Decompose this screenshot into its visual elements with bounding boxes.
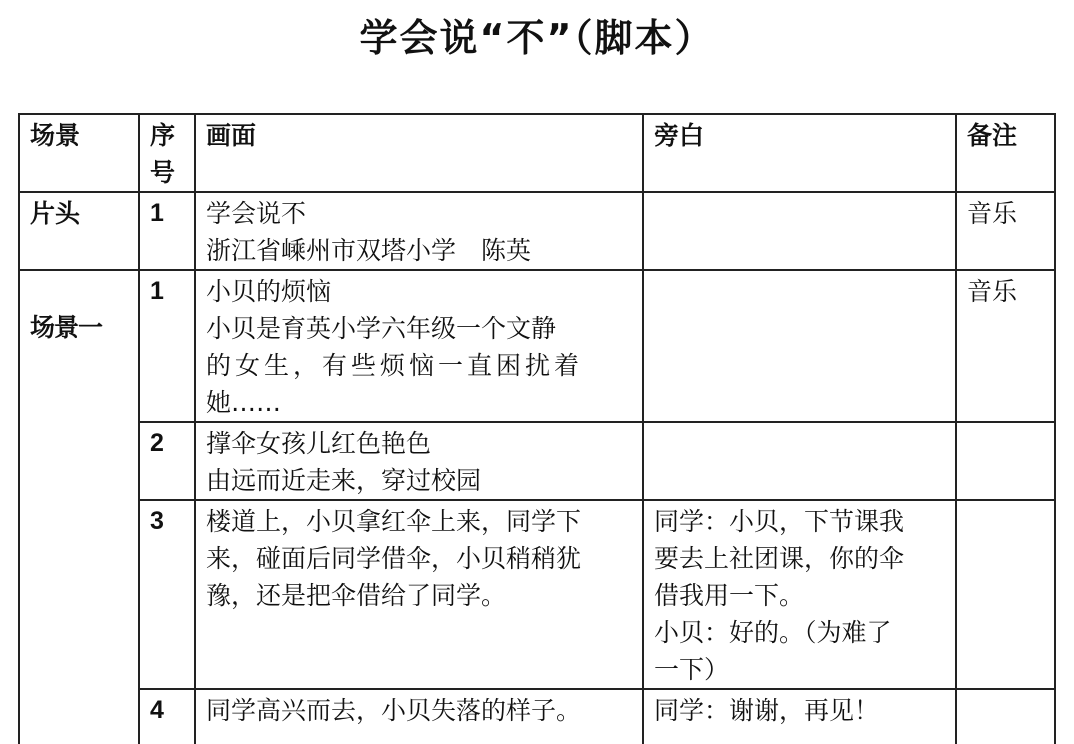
picture-line: 她…… [206,388,282,417]
voiceover-cell [643,500,956,689]
picture-line: 小贝的烦恼 [206,277,332,306]
voiceover-line: 同学：小贝，下节课我 [654,507,905,536]
picture-line: 楼道上，小贝拿红伞上来，同学下 [206,507,582,536]
picture-line: 撑伞女孩儿红色艳色 [206,429,432,458]
picture-line: 的女生，有些烦恼一直困扰着 [206,351,584,380]
note-cell [956,500,1055,689]
seq-cell: 3 [139,500,195,689]
picture-line: 豫，还是把伞借给了同学。 [206,581,507,610]
header-seq-line2: 号 [150,158,176,187]
header-seq [139,114,195,192]
picture-line: 学会说不 [206,199,307,228]
header-note: 备注 [956,114,1055,192]
scene-cell [19,270,139,744]
voiceover-cell [643,689,956,744]
seq-cell: 1 [139,192,195,270]
note-cell: 音乐 [956,270,1055,422]
note-cell [956,422,1055,500]
seq-cell: 1 [139,270,195,422]
note-cell: 音乐 [956,192,1055,270]
voiceover-line: 借我用一下。 [654,581,805,610]
table-row [19,689,1055,744]
note-cell [956,689,1055,744]
voiceover-line: 小贝：好的。（为难了 [654,618,892,647]
voiceover-line: 同学：谢谢，再见！ [654,696,880,725]
table-header-row [19,114,1055,192]
header-scene: 场景 [19,114,139,192]
picture-cell [195,270,643,422]
scene-label: 场景一 [30,313,103,342]
picture-line: 浙江省嵊州市双塔小学 陈英 [206,236,532,265]
picture-line: 同学高兴而去，小贝失落的样子。 [206,696,582,725]
picture-cell [195,689,643,744]
table-row [19,500,1055,689]
table-row [19,192,1055,270]
voiceover-cell [643,192,956,270]
header-voiceover: 旁白 [643,114,956,192]
picture-cell [195,192,643,270]
header-seq-line1: 序 [150,121,176,150]
seq-cell: 2 [139,422,195,500]
script-table [18,113,1056,744]
header-picture: 画面 [195,114,643,192]
picture-cell [195,422,643,500]
picture-line: 小贝是育英小学六年级一个文静 [206,314,557,343]
scene-cell: 片头 [19,192,139,270]
voiceover-cell [643,270,956,422]
picture-line: 来，碰面后同学借伞，小贝稍稍犹 [206,544,582,573]
picture-cell [195,500,643,689]
voiceover-line: 一下） [654,655,730,684]
picture-line: 由远而近走来，穿过校园 [206,466,482,495]
page-title: 学会说“不”（脚本） [359,16,715,60]
seq-cell: 4 [139,689,195,744]
table-row [19,270,1055,422]
table-row [19,422,1055,500]
voiceover-line: 要去上社团课，你的伞 [654,544,905,573]
voiceover-cell [643,422,956,500]
